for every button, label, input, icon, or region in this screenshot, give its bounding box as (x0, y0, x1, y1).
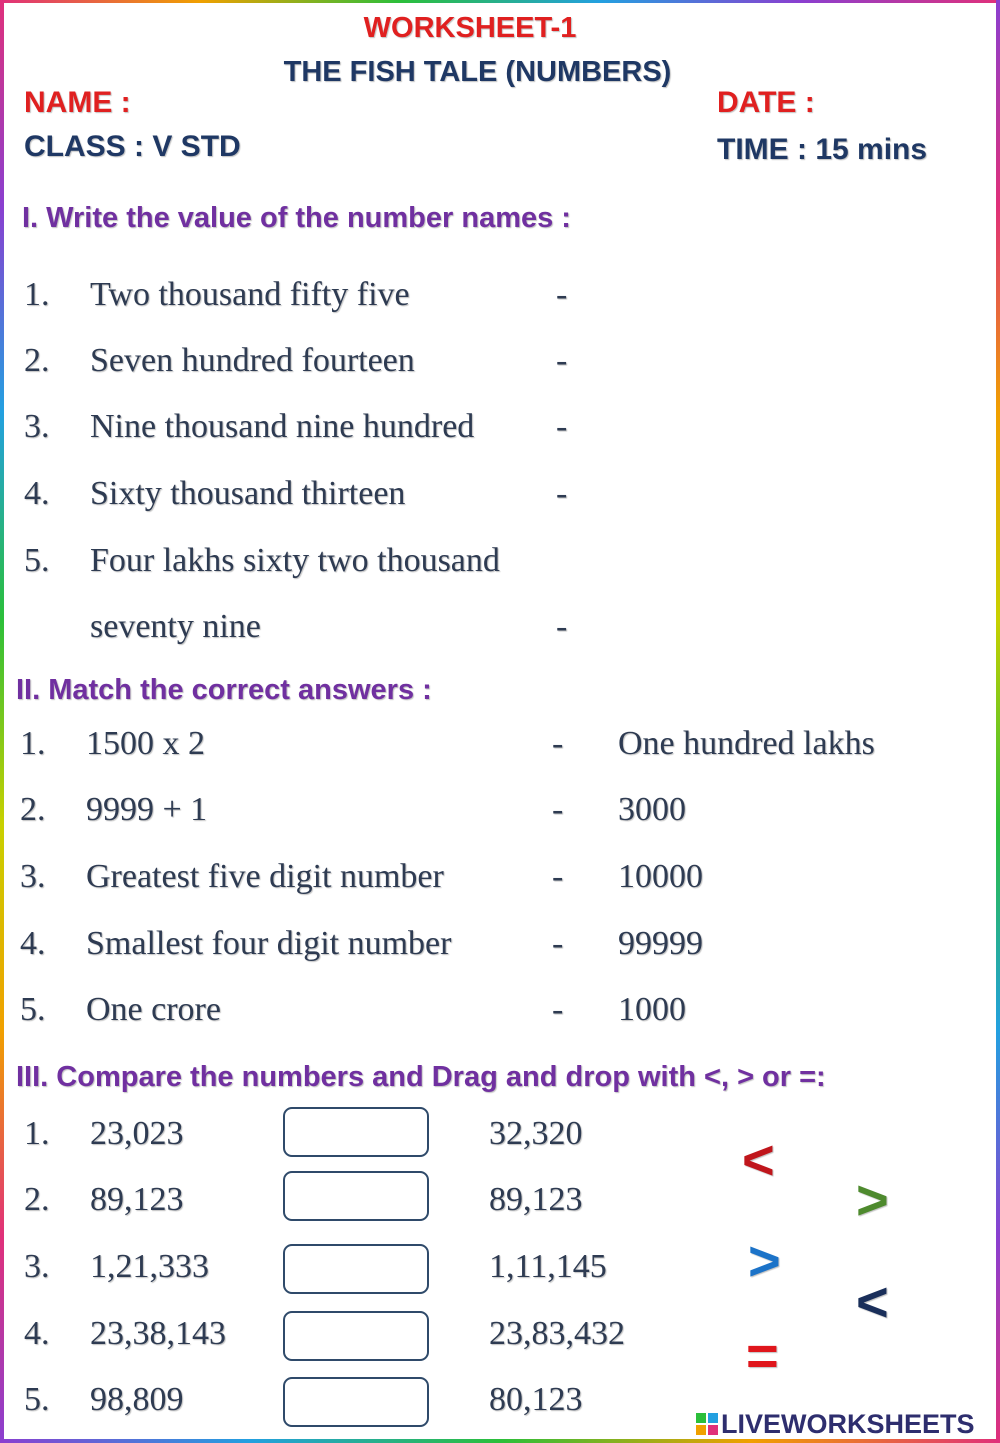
compare-left-number: 89,123 (90, 1181, 184, 1218)
compare-left-number: 23,38,143 (90, 1315, 226, 1352)
item-number: 4. (24, 1315, 50, 1352)
less-than-symbol-red[interactable]: < (742, 1128, 775, 1191)
dash: - (552, 991, 564, 1028)
match-row (0, 791, 1000, 831)
section2-heading: II. Match the correct answers : (16, 674, 432, 706)
liveworksheets-logo (696, 1408, 975, 1440)
list-item (0, 276, 1000, 316)
drop-box-5[interactable] (283, 1377, 429, 1427)
border-right (996, 0, 1000, 1443)
number-name-text-continued: seventy nine (90, 608, 261, 645)
match-right[interactable]: 99999 (618, 925, 703, 962)
dash: - (556, 608, 568, 645)
compare-right-number: 80,123 (489, 1381, 583, 1418)
liveworksheets-brand-text: LIVEWORKSHEETS (721, 1408, 975, 1439)
worksheet-title: WORKSHEET-1 (363, 12, 577, 44)
border-top (0, 0, 1000, 3)
match-row (0, 858, 1000, 898)
number-name-text: Nine thousand nine hundred (90, 408, 475, 445)
item-number: 1. (20, 725, 46, 762)
match-left: Smallest four digit number (86, 925, 452, 962)
match-right[interactable]: One hundred lakhs (618, 725, 875, 762)
compare-right-number: 32,320 (489, 1115, 583, 1152)
list-item (0, 475, 1000, 515)
drop-box-4[interactable] (283, 1311, 429, 1361)
list-item (0, 342, 1000, 382)
drop-box-1[interactable] (283, 1107, 429, 1157)
compare-left-number: 23,023 (90, 1115, 184, 1152)
number-name-text: Two thousand fifty five (90, 276, 410, 313)
liveworksheets-logo-icon (696, 1413, 718, 1435)
match-left: 9999 + 1 (86, 791, 208, 828)
section1-heading: I. Write the value of the number names : (22, 202, 571, 234)
match-left: One crore (86, 991, 221, 1028)
equals-symbol-red[interactable]: = (746, 1324, 779, 1387)
compare-left-number: 98,809 (90, 1381, 184, 1418)
dash: - (556, 475, 568, 512)
match-row (0, 991, 1000, 1031)
number-name-text: Sixty thousand thirteen (90, 475, 406, 512)
dash: - (556, 342, 568, 379)
item-number: 3. (24, 1248, 50, 1285)
drop-box-3[interactable] (283, 1244, 429, 1294)
drop-box-2[interactable] (283, 1171, 429, 1221)
name-label: NAME : (24, 86, 131, 119)
match-left: 1500 x 2 (86, 725, 205, 762)
item-number: 1. (24, 276, 50, 313)
dash: - (552, 725, 564, 762)
dash: - (552, 791, 564, 828)
compare-right-number: 23,83,432 (489, 1315, 625, 1352)
item-number: 2. (24, 1181, 50, 1218)
less-than-symbol-navy[interactable]: < (856, 1270, 889, 1333)
dash: - (556, 276, 568, 313)
item-number: 4. (24, 475, 50, 512)
number-name-text: Seven hundred fourteen (90, 342, 415, 379)
item-number: 5. (24, 1381, 50, 1418)
item-number: 4. (20, 925, 46, 962)
worksheet-subtitle: THE FISH TALE (NUMBERS) (283, 56, 672, 88)
match-left: Greatest five digit number (86, 858, 444, 895)
greater-than-symbol-blue[interactable]: > (748, 1229, 781, 1292)
greater-than-symbol-green[interactable]: > (856, 1168, 889, 1231)
item-number: 3. (24, 408, 50, 445)
match-row (0, 925, 1000, 965)
compare-left-number: 1,21,333 (90, 1248, 209, 1285)
item-number: 5. (24, 542, 50, 579)
time-label: TIME : 15 mins (717, 133, 928, 166)
item-number: 5. (20, 991, 46, 1028)
item-number: 3. (20, 858, 46, 895)
compare-right-number: 89,123 (489, 1181, 583, 1218)
class-label: CLASS : V STD (24, 130, 241, 163)
match-right[interactable]: 10000 (618, 858, 703, 895)
list-item (0, 408, 1000, 448)
match-right[interactable]: 1000 (618, 991, 686, 1028)
border-left (0, 0, 4, 1443)
match-right[interactable]: 3000 (618, 791, 686, 828)
dash: - (552, 858, 564, 895)
item-number: 2. (24, 342, 50, 379)
item-number: 2. (20, 791, 46, 828)
section3-heading: III. Compare the numbers and Drag and drop with <, > or =: (16, 1061, 826, 1093)
date-label: DATE : (717, 86, 815, 119)
number-name-text: Four lakhs sixty two thousand (90, 542, 500, 579)
list-item (0, 542, 1000, 652)
dash: - (552, 925, 564, 962)
dash: - (556, 408, 568, 445)
compare-right-number: 1,11,145 (489, 1248, 607, 1285)
match-row (0, 725, 1000, 765)
item-number: 1. (24, 1115, 50, 1152)
